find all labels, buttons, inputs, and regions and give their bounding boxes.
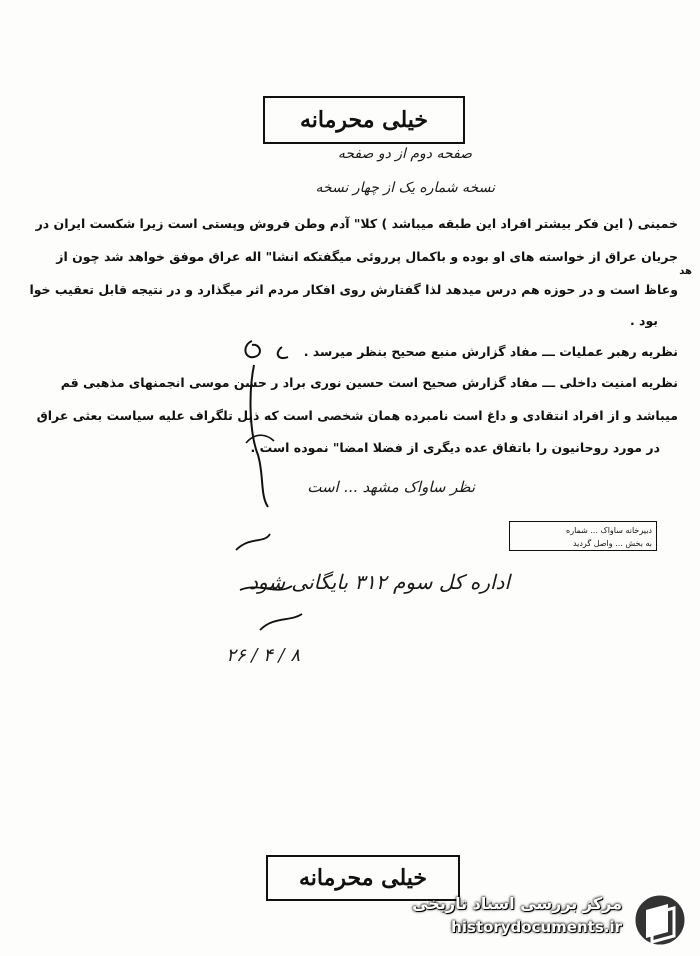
body-line-1: خمینی ( این فکر بیشتر افراد این طبقه میباشد ) کلا" آدم وطن فروش وپستی است زیرا شکست ایران در: [35, 216, 678, 231]
handwritten-signature-line: نظر ساواک مشهد ... است: [307, 478, 475, 496]
archive-watermark: [412, 892, 692, 948]
body-line-6: نظریه امنیت داخلی ـــ مفاد گزارش صحیح است حسین نوری براد ر حسن موسی انجمنهای مذهبی قم: [60, 375, 678, 390]
handwritten-bracket: [238, 335, 308, 515]
handwritten-instruction: اداره کل سوم ۳۱۲ بایگانی شود: [249, 570, 510, 594]
body-line-5: نظریه رهبر عملیات ـــ مفاد گزارش منبع صحیح بنظر میرسد .: [303, 344, 678, 359]
registration-stamp-line2: به بخش ... واصل گردید: [572, 539, 652, 548]
registration-stamp-line1: دبیرخانه ساواک ... شماره: [566, 526, 652, 535]
registration-stamp: [509, 521, 657, 551]
body-line-2: جریان عراق از خواسته های او بوده و باکمال پرروئی میگفتکه انشا" اله عراق موفق خواهد شد چون از: [56, 249, 678, 264]
watermark-url: historydocuments.ir: [451, 918, 622, 936]
body-superscript: هد: [679, 266, 692, 277]
watermark-title: مرکز بررسی اسناد تاریخی: [412, 894, 622, 913]
body-line-8: در مورد روحانیون را باتفاق عده دیگری از فضلا امضا" نموده است .: [250, 440, 660, 455]
classification-stamp-top: خیلی محرمانه: [263, 96, 465, 144]
handwritten-date: ۸ / ۴ / ۲۶: [226, 645, 300, 666]
body-line-7: میباشد و از افراد انتقادی و داغ است نامبرده همان شخصی است که ذیل تلگراف علیه سیاست بعثی عراق: [36, 408, 678, 423]
handwritten-initials: [230, 530, 330, 660]
classification-stamp-bottom: خیلی محرمانه: [266, 855, 460, 901]
body-line-3: وعاظ است و در حوزه هم درس میدهد لذا گفتارش روی افکار مردم اثر میگذارد و در نتیجه قابل تعقیب خوا: [29, 282, 678, 297]
handwritten-copy-note: نسخه شماره یک از چهار نسخه: [315, 180, 495, 196]
archive-logo-icon: [632, 892, 688, 948]
handwritten-page-note: صفحه دوم از دو صفحه: [337, 146, 472, 162]
body-line-4: بود .: [629, 313, 658, 328]
